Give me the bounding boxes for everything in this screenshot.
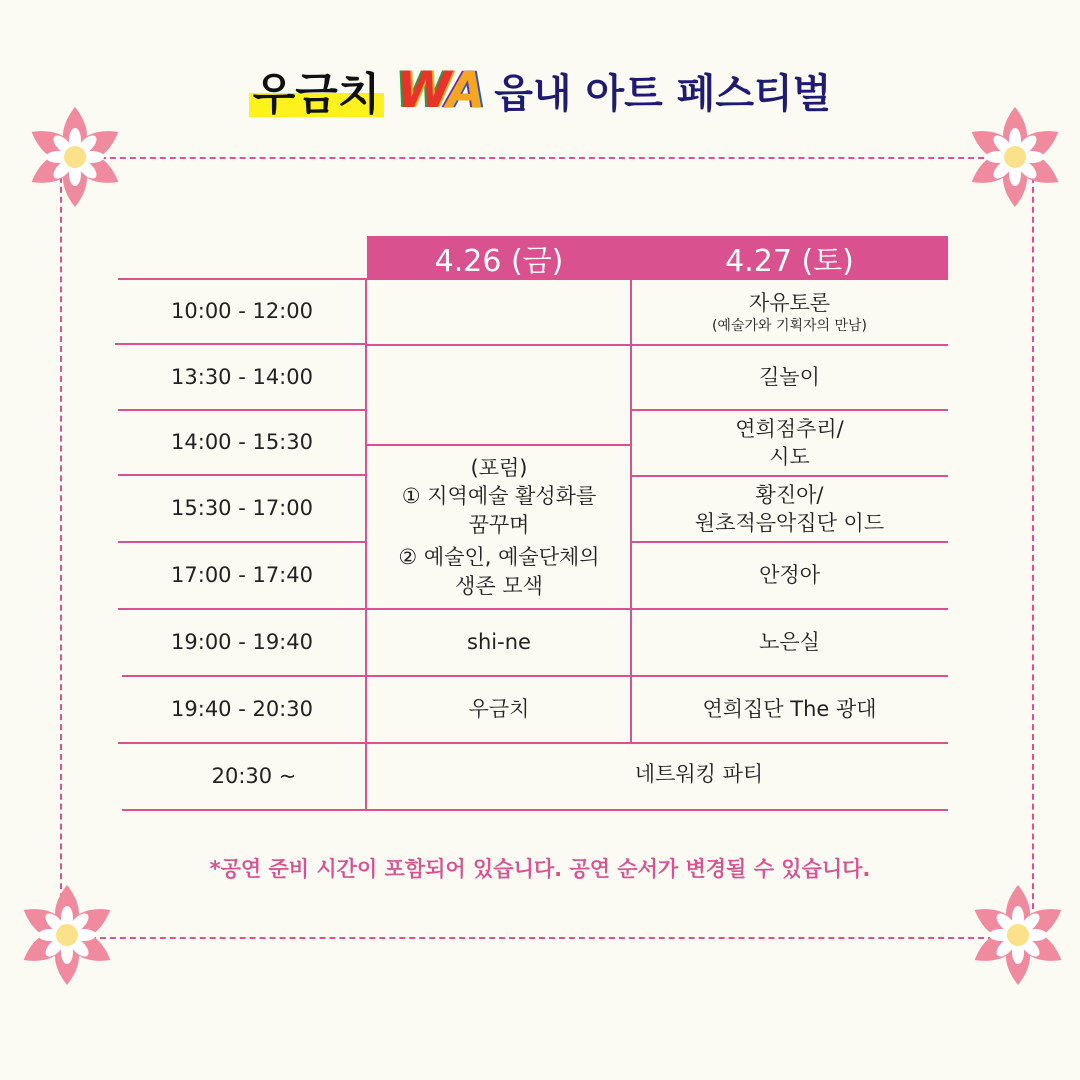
forum-item-1-line-1: ① 지역예술 활성화를 [401, 484, 597, 509]
time-cell: 19:00 - 19:40 [171, 630, 313, 655]
event-cell-sat-1700: 안정아 [759, 563, 820, 588]
event-cell-sat-1000 [631, 280, 948, 345]
title-festival-name: 읍내 아트 페스티벌 [494, 70, 832, 117]
forum-item-1-line-2: 꿈꾸며 [468, 512, 530, 537]
forum-item-2-line-2: 생존 모색 [455, 573, 543, 598]
time-cell: 17:00 - 17:40 [171, 563, 313, 588]
event-line: 연희점추리/ [735, 416, 844, 441]
event-cell-sat-1330: 길놀이 [759, 365, 820, 390]
forum-cell [367, 445, 631, 609]
event-cell-sat-1530 [631, 476, 948, 542]
day-header-fri: 4.26 (금) [367, 236, 631, 280]
event-cell-fri-1900: shi-ne [467, 630, 531, 655]
forum-head: (포럼) [470, 456, 528, 481]
time-cell: 20:30 ~ [211, 764, 297, 789]
time-cell: 15:30 - 17:00 [171, 496, 313, 521]
time-cell: 13:30 - 14:00 [171, 364, 313, 389]
title-organizer: 우금치 [249, 58, 385, 122]
event-line: 황진아/ [755, 482, 824, 507]
event-cell-sat-1900: 노은실 [759, 630, 820, 655]
time-cell: 19:40 - 20:30 [171, 697, 313, 722]
event-cell-sat-1400 [631, 410, 948, 476]
day-header-sat: 4.27 (토) [631, 236, 948, 280]
time-cell: 10:00 - 12:00 [171, 299, 313, 324]
event-title: 자유토론 [748, 290, 831, 315]
time-cell: 14:00 - 15:30 [171, 430, 313, 455]
title-wa-logo: WA [396, 61, 483, 119]
networking-cell: 네트워킹 파티 [634, 761, 764, 786]
event-line: 시도 [769, 445, 810, 469]
footnote: *공연 준비 시간이 포함되어 있습니다. 공연 순서가 변경될 수 있습니다. [209, 857, 871, 881]
event-cell-sat-1940: 연희집단 The 광대 [702, 697, 877, 722]
event-cell-fri-1940: 우금치 [468, 697, 530, 722]
event-subtitle: (예술가와 기획자의 만남) [711, 318, 868, 335]
event-line: 원초적음악집단 이드 [694, 511, 885, 535]
forum-item-2-line-1: ② 예술인, 예술단체의 [398, 545, 600, 570]
